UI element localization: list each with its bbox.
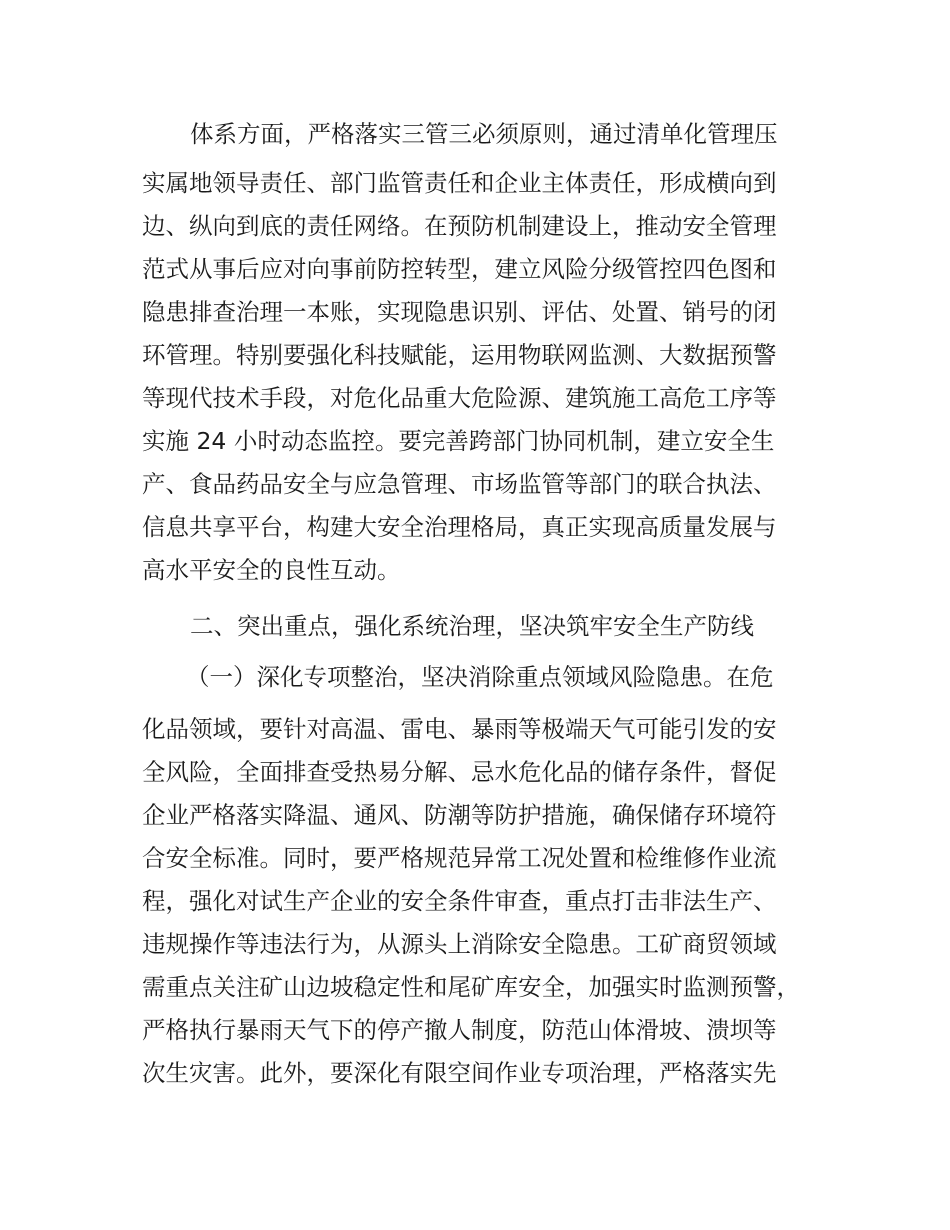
paragraph-line: 产、食品药品安全与应急管理、市场监管等部门的联合执法、	[142, 470, 777, 498]
paragraph-line: 实施 24 小时动态监控。要完善跨部门协同机制，建立安全生	[142, 427, 775, 455]
paragraph-line: 信息共享平台，构建大安全治理格局，真正实现高质量发展与	[142, 513, 777, 541]
paragraph-line: （一）深化专项整治，坚决消除重点领域风险隐患。在危	[186, 663, 774, 691]
paragraph-line: 全风险，全面排查受热易分解、忌水危化品的储存条件，督促	[142, 758, 777, 786]
paragraph-line: 实属地领导责任、部门监管责任和企业主体责任，形成横向到	[142, 169, 777, 197]
paragraph-line: 违规操作等违法行为，从源头上消除安全隐患。工矿商贸领域	[142, 930, 777, 958]
paragraph-line: 体系方面，严格落实三管三必须原则，通过清单化管理压	[190, 120, 778, 148]
paragraph-line: 环管理。特别要强化科技赋能，运用物联网监测、大数据预警	[142, 341, 777, 369]
paragraph-line: 需重点关注矿山边坡稳定性和尾矿库安全，加强实时监测预警，	[142, 973, 800, 1001]
section-heading: 二、突出重点，强化系统治理，坚决筑牢安全生产防线	[190, 612, 754, 640]
paragraph-line: 程，强化对试生产企业的安全条件审查，重点打击非法生产、	[142, 887, 777, 915]
paragraph-line: 隐患排查治理一本账，实现隐患识别、评估、处置、销号的闭	[142, 298, 777, 326]
paragraph-line: 合安全标准。同时，要严格规范异常工况处置和检维修作业流	[142, 844, 777, 872]
paragraph-line: 边、纵向到底的责任网络。在预防机制建设上，推动安全管理	[142, 212, 777, 240]
paragraph-line: 高水平安全的良性互动。	[142, 556, 401, 584]
paragraph-line: 次生灾害。此外，要深化有限空间作业专项治理，严格落实先	[142, 1059, 777, 1087]
paragraph-line: 企业严格落实降温、通风、防潮等防护措施，确保储存环境符	[142, 801, 777, 829]
paragraph-line: 等现代技术手段，对危化品重大危险源、建筑施工高危工序等	[142, 384, 777, 412]
paragraph-line: 化品领域，要针对高温、雷电、暴雨等极端天气可能引发的安	[142, 715, 777, 743]
paragraph-line: 范式从事后应对向事前防控转型，建立风险分级管控四色图和	[142, 255, 777, 283]
paragraph-line: 严格执行暴雨天气下的停产撤人制度，防范山体滑坡、溃坝等	[142, 1016, 777, 1044]
